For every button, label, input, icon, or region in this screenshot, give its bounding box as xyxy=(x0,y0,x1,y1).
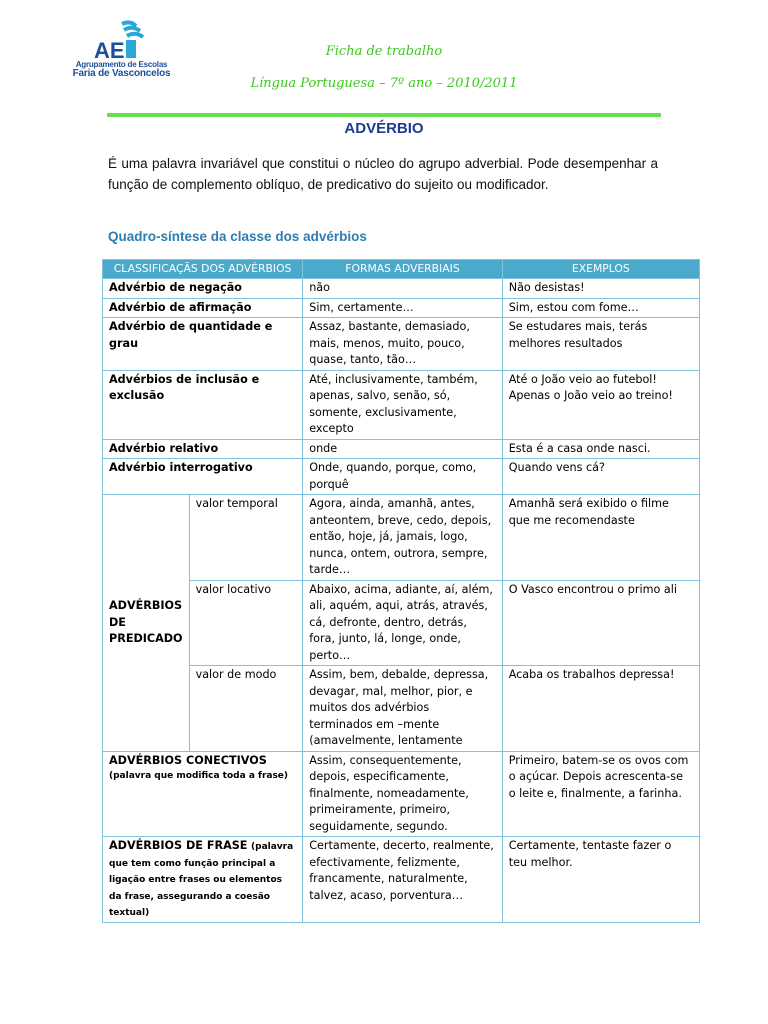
row-label: Advérbio de quantidade e grau xyxy=(103,318,303,371)
row-examples: Até o João veio ao futebol! Apenas o João veio ao treino! xyxy=(502,370,699,439)
row-label: Advérbios de inclusão e exclusão xyxy=(103,370,303,439)
row-forms: Abaixo, acima, adiante, aí, além, ali, aquém, aqui, atrás, através, cá, defronte, dentro, detrás, fora, junto, lá, longe, onde, perto… xyxy=(303,580,502,666)
row-forms: Assim, bem, debalde, depressa, devagar, mal, melhor, pior, e muitos dos advérbios terminados em –mente (amavelmente, lentamente xyxy=(303,666,502,752)
row-examples: O Vasco encontrou o primo ali xyxy=(502,580,699,666)
row-label: Advérbio de afirmação xyxy=(103,298,303,318)
logo-line1: Agrupamento de Escolas xyxy=(75,60,168,69)
table-row xyxy=(103,370,700,439)
row-examples: Certamente, tentaste fazer o teu melhor. xyxy=(502,837,699,923)
table-row xyxy=(103,298,700,318)
row-forms: Onde, quando, porque, como, porquê xyxy=(303,459,502,495)
row-examples: Esta é a casa onde nasci. xyxy=(502,439,699,459)
table-row xyxy=(103,459,700,495)
section-subtitle: Quadro-síntese da classe dos advérbios xyxy=(108,229,367,244)
row-examples: Não desistas! xyxy=(502,279,699,299)
intro-paragraph: É uma palavra invariável que constitui o núcleo do agrupo adverbial. Pode desempenhar a função de complemento oblíquo, de predicativo do sujeito ou modificador. xyxy=(108,156,658,192)
row-label: Advérbio de negação xyxy=(103,279,303,299)
header-cell: CLASSIFICAÇÃS DOS ADVÉRBIOS xyxy=(103,260,303,279)
row-forms: Assaz, bastante, demasiado, mais, menos, muito, pouco, quase, tanto, tão… xyxy=(303,318,502,371)
predicado-value: valor locativo xyxy=(189,580,303,666)
table-header-row xyxy=(103,260,700,279)
row-forms: Até, inclusivamente, também, apenas, salvo, senão, só, somente, exclusivamente, excepto xyxy=(303,370,502,439)
row-examples: Quando vens cá? xyxy=(502,459,699,495)
row-forms: não xyxy=(303,279,502,299)
conectivos-label: ADVÉRBIOS CONECTIVOS xyxy=(109,753,267,767)
row-forms: Sim, certamente… xyxy=(303,298,502,318)
row-label: Advérbio interrogativo xyxy=(103,459,303,495)
row-forms: Agora, ainda, amanhã, antes, anteontem, breve, cedo, depois, então, hoje, já, jamais, logo, nunca, ontem, outrora, sempre, tarde… xyxy=(303,495,502,581)
header-divider xyxy=(107,113,661,117)
row-examples: Primeiro, batem-se os ovos com o açúcar. Depois acrescenta-se o leite e, finalmente, a farinha. xyxy=(502,751,699,837)
header-cell: EXEMPLOS xyxy=(502,260,699,279)
row-forms: Certamente, decerto, realmente, efectivamente, felizmente, francamente, naturalmente, talvez, acaso, porventura… xyxy=(303,837,502,923)
row-forms: Assim, consequentemente, depois, especificamente, finalmente, nomeadamente, primeiramente, primeiro, seguidamente, segundo. xyxy=(303,751,502,837)
frase-label: ADVÉRBIOS DE FRASE xyxy=(109,839,248,852)
table-row xyxy=(103,318,700,371)
logo-mark: AE xyxy=(94,38,125,62)
page-title: ADVÉRBIO xyxy=(344,120,424,137)
table-row xyxy=(103,580,700,666)
table-row xyxy=(103,495,700,581)
header-cell: FORMAS ADVERBIAIS xyxy=(303,260,502,279)
predicado-value: valor temporal xyxy=(189,495,303,581)
table-row xyxy=(103,279,700,299)
predicado-label: ADVÉRBIOS DE PREDICADO xyxy=(103,495,190,752)
row-forms: onde xyxy=(303,439,502,459)
header-line2: Língua Portuguesa – 7º ano – 2010/2011 xyxy=(250,76,518,91)
table-row xyxy=(103,439,700,459)
row-examples: Se estudares mais, terás melhores resultados xyxy=(502,318,699,371)
table-row xyxy=(103,751,700,837)
conectivos-label-cell xyxy=(103,751,303,837)
header-line1: Ficha de trabalho xyxy=(325,44,443,59)
row-examples: Sim, estou com fome… xyxy=(502,298,699,318)
logo-line2: Faria de Vasconcelos xyxy=(72,68,171,79)
predicado-value: valor de modo xyxy=(189,666,303,752)
adverb-table xyxy=(102,259,700,923)
table-row xyxy=(103,837,700,923)
frase-label-cell xyxy=(103,837,303,923)
row-examples: Amanhã será exibido o filme que me recomendaste xyxy=(502,495,699,581)
conectivos-note: (palavra que modifica toda a frase) xyxy=(109,771,289,781)
frase-note: (palavra que tem como função principal a ligação entre frases ou elementos da frase, assegurando a coesão textual) xyxy=(109,842,294,918)
row-examples: Acaba os trabalhos depressa! xyxy=(502,666,699,752)
row-label: Advérbio relativo xyxy=(103,439,303,459)
table-row xyxy=(103,666,700,752)
